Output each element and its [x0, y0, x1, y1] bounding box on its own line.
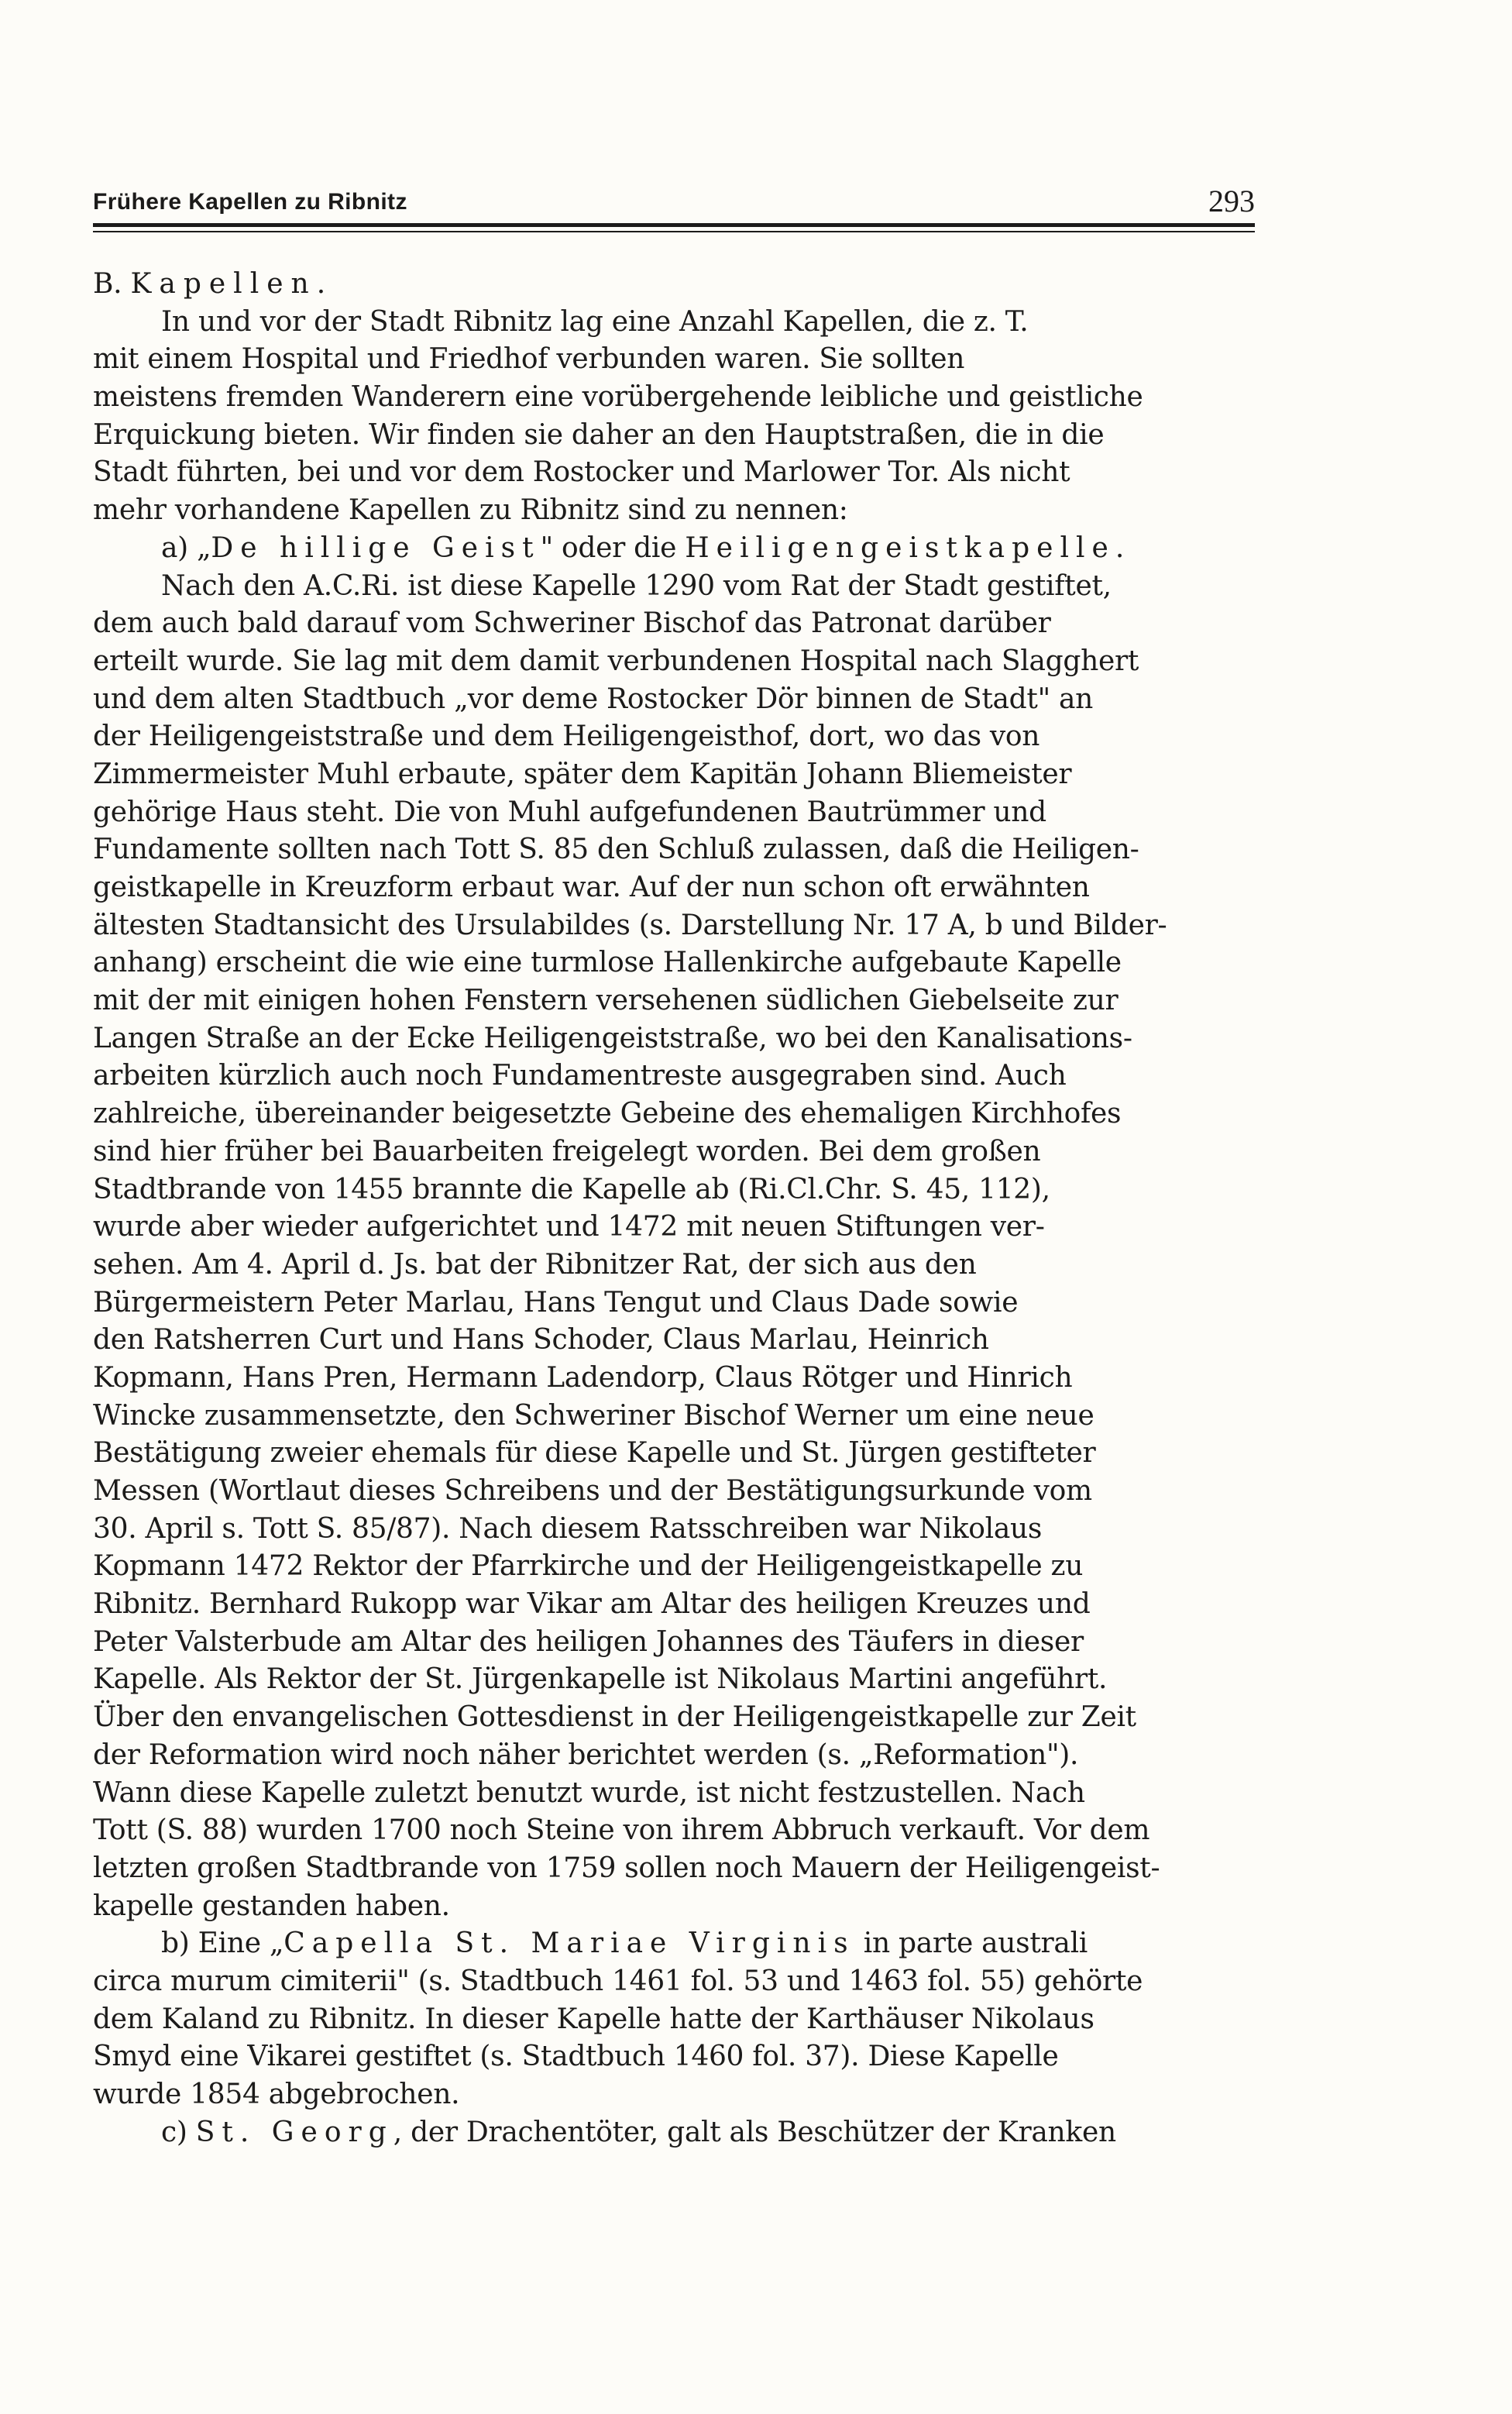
- text-line: arbeiten kürzlich auch noch Fundamentreste ausgegraben sind. Auch: [93, 1060, 1067, 1092]
- text-line: Langen Straße an der Ecke Heiligengeiststraße, wo bei den Kanalisations-: [93, 1022, 1132, 1054]
- text-line: anhang) erscheint die wie eine turmlose Hallenkirche aufgebaute Kapelle: [93, 947, 1122, 979]
- item-b-marker: b) Eine „: [161, 1927, 284, 1960]
- header-rule-thin: [93, 231, 1255, 232]
- text-line: mit der mit einigen hohen Fenstern versehenen südlichen Giebelseite zur: [93, 985, 1119, 1017]
- running-title: Frühere Kapellen zu Ribnitz: [93, 189, 407, 215]
- text-line: erteilt wurde. Sie lag mit dem damit verbundenen Hospital nach Slagghert: [93, 645, 1139, 677]
- text-line: Tott (S. 88) wurden 1700 noch Steine von ihrem Abbruch verkauft. Vor dem: [93, 1814, 1150, 1847]
- text-line: Zimmermeister Muhl erbaute, später dem Kapitän Johann Bliemeister: [93, 758, 1072, 790]
- text-line: dem auch bald darauf vom Schweriner Bischof das Patronat darüber: [93, 607, 1051, 640]
- text-line: und dem alten Stadtbuch „vor deme Rostocker Dör binnen de Stadt" an: [93, 683, 1094, 715]
- text-line: Smyd eine Vikarei gestiftet (s. Stadtbuch 1460 fol. 37). Diese Kapelle: [93, 2041, 1059, 2073]
- page-number: 293: [1208, 184, 1255, 218]
- text-line: mit einem Hospital und Friedhof verbunden waren. Sie sollten: [93, 343, 965, 376]
- item-b-heading: [93, 1925, 1255, 1963]
- item-a-joiner: " oder die: [540, 531, 686, 564]
- text-line: der Reformation wird noch näher berichtet werden (s. „Reformation").: [93, 1738, 1079, 1771]
- section-heading: [93, 266, 1255, 304]
- item-c-name: St. Georg: [195, 2116, 393, 2148]
- item-a-marker: a) „: [161, 531, 211, 564]
- text-line: 30. April s. Tott S. 85/87). Nach diesem Ratsschreiben war Nikolaus: [93, 1512, 1043, 1545]
- text-line: mehr vorhandene Kapellen zu Ribnitz sind zu nennen:: [93, 494, 848, 527]
- text-line: circa murum cimiterii" (s. Stadtbuch 1461 fol. 53 und 1463 fol. 55) gehörte: [93, 1965, 1143, 1997]
- text-line: Kopmann 1472 Rektor der Pfarrkirche und der Heiligengeistkapelle zu: [93, 1550, 1084, 1583]
- text-line: zahlreiche, übereinander beigesetzte Gebeine des ehemaligen Kirchhofes: [93, 1098, 1122, 1130]
- item-a-end: .: [1115, 531, 1124, 564]
- text-line: Über den envangelischen Gottesdienst in der Heiligengeistkapelle zur Zeit: [93, 1701, 1136, 1734]
- text-line: Nach den A.C.Ri. ist diese Kapelle 1290 vom Rat der Stadt gestiftet,: [161, 569, 1112, 602]
- section-title: Kapellen.: [130, 268, 334, 300]
- item-b-name: Capella St. Mariae Virginis: [284, 1927, 855, 1960]
- item-a-heading: [93, 530, 1255, 568]
- text-line: meistens fremden Wanderern eine vorübergehende leibliche und geistliche: [93, 381, 1143, 414]
- text-line: ältesten Stadtansicht des Ursulabildes (s. Darstellung Nr. 17 A, b und Bilder-: [93, 909, 1167, 941]
- text-line: Messen (Wortlaut dieses Schreibens und der Bestätigungsurkunde vom: [93, 1475, 1092, 1507]
- item-b-paragraph: [93, 1963, 1255, 2114]
- text-line: kapelle gestanden haben.: [93, 1890, 450, 1922]
- text-line: Stadtbrande von 1455 brannte die Kapelle ab (Ri.Cl.Chr. S. 45, 112),: [93, 1173, 1050, 1205]
- item-c-rest: , der Drachentöter, galt als Beschützer der Kranken: [393, 2116, 1116, 2148]
- text-line: der Heiligengeiststraße und dem Heiligengeisthof, dort, wo das von: [93, 720, 1040, 753]
- item-c-marker: c): [161, 2116, 196, 2148]
- text-line: Peter Valsterbude am Altar des heiligen Johannes des Täufers in dieser: [93, 1625, 1084, 1658]
- text-line: den Ratsherren Curt und Hans Schoder, Claus Marlau, Heinrich: [93, 1324, 989, 1357]
- text-line: Stadt führten, bei und vor dem Rostocker und Marlower Tor. Als nicht: [93, 456, 1070, 489]
- item-c-heading: [93, 2114, 1255, 2152]
- item-a-alt-name: Heiligengeistkapelle: [685, 531, 1115, 564]
- text-line: Ribnitz. Bernhard Rukopp war Vikar am Altar des heiligen Kreuzes und: [93, 1588, 1091, 1621]
- text-line: sind hier früher bei Bauarbeiten freigelegt worden. Bei dem großen: [93, 1135, 1041, 1167]
- page-header: [93, 183, 1255, 222]
- text-line: Bürgermeistern Peter Marlau, Hans Tengut und Claus Dade sowie: [93, 1286, 1019, 1319]
- text-line: Kapelle. Als Rektor der St. Jürgenkapelle ist Nikolaus Martini angeführt.: [93, 1663, 1108, 1696]
- text-line: wurde 1854 abgebrochen.: [93, 2079, 460, 2110]
- text-line: Kopmann, Hans Pren, Hermann Ladendorp, Claus Rötger und Hinrich: [93, 1361, 1073, 1394]
- text-line: Fundamente sollten nach Tott S. 85 den Schluß zulassen, daß die Heiligen-: [93, 834, 1139, 866]
- section-letter: B.: [93, 268, 122, 300]
- item-a-paragraph: [93, 568, 1255, 1926]
- text-line: In und vor der Stadt Ribnitz lag eine Anzahl Kapellen, die z. T.: [161, 305, 1029, 338]
- text-line: Wincke zusammensetzte, den Schweriner Bischof Werner um eine neue: [93, 1399, 1094, 1432]
- item-a-name: De hillige Geist: [211, 531, 541, 564]
- text-line: Wann diese Kapelle zuletzt benutzt wurde, ist nicht festzustellen. Nach: [93, 1776, 1085, 1809]
- intro-paragraph: [93, 304, 1255, 530]
- header-rule-thick: [93, 223, 1255, 227]
- text-line: dem Kaland zu Ribnitz. In dieser Kapelle hatte der Karthäuser Nikolaus: [93, 2003, 1094, 2035]
- item-b-rest: in parte australi: [854, 1927, 1088, 1960]
- text-line: geistkapelle in Kreuzform erbaut war. Auf der nun schon oft erwähnten: [93, 872, 1090, 903]
- text-line: wurde aber wieder aufgerichtet und 1472 mit neuen Stiftungen ver-: [93, 1211, 1045, 1243]
- body-text: [93, 266, 1255, 2151]
- text-line: gehörige Haus steht. Die von Muhl aufgefundenen Bautrümmer und: [93, 796, 1046, 828]
- text-line: letzten großen Stadtbrande von 1759 sollen noch Mauern der Heiligengeist-: [93, 1852, 1160, 1884]
- text-line: Bestätigung zweier ehemals für diese Kapelle und St. Jürgen gestifteter: [93, 1437, 1096, 1470]
- text-line: sehen. Am 4. April d. Js. bat der Ribnitzer Rat, der sich aus den: [93, 1248, 977, 1281]
- text-line: Erquickung bieten. Wir finden sie daher an den Hauptstraßen, die in die: [93, 418, 1105, 451]
